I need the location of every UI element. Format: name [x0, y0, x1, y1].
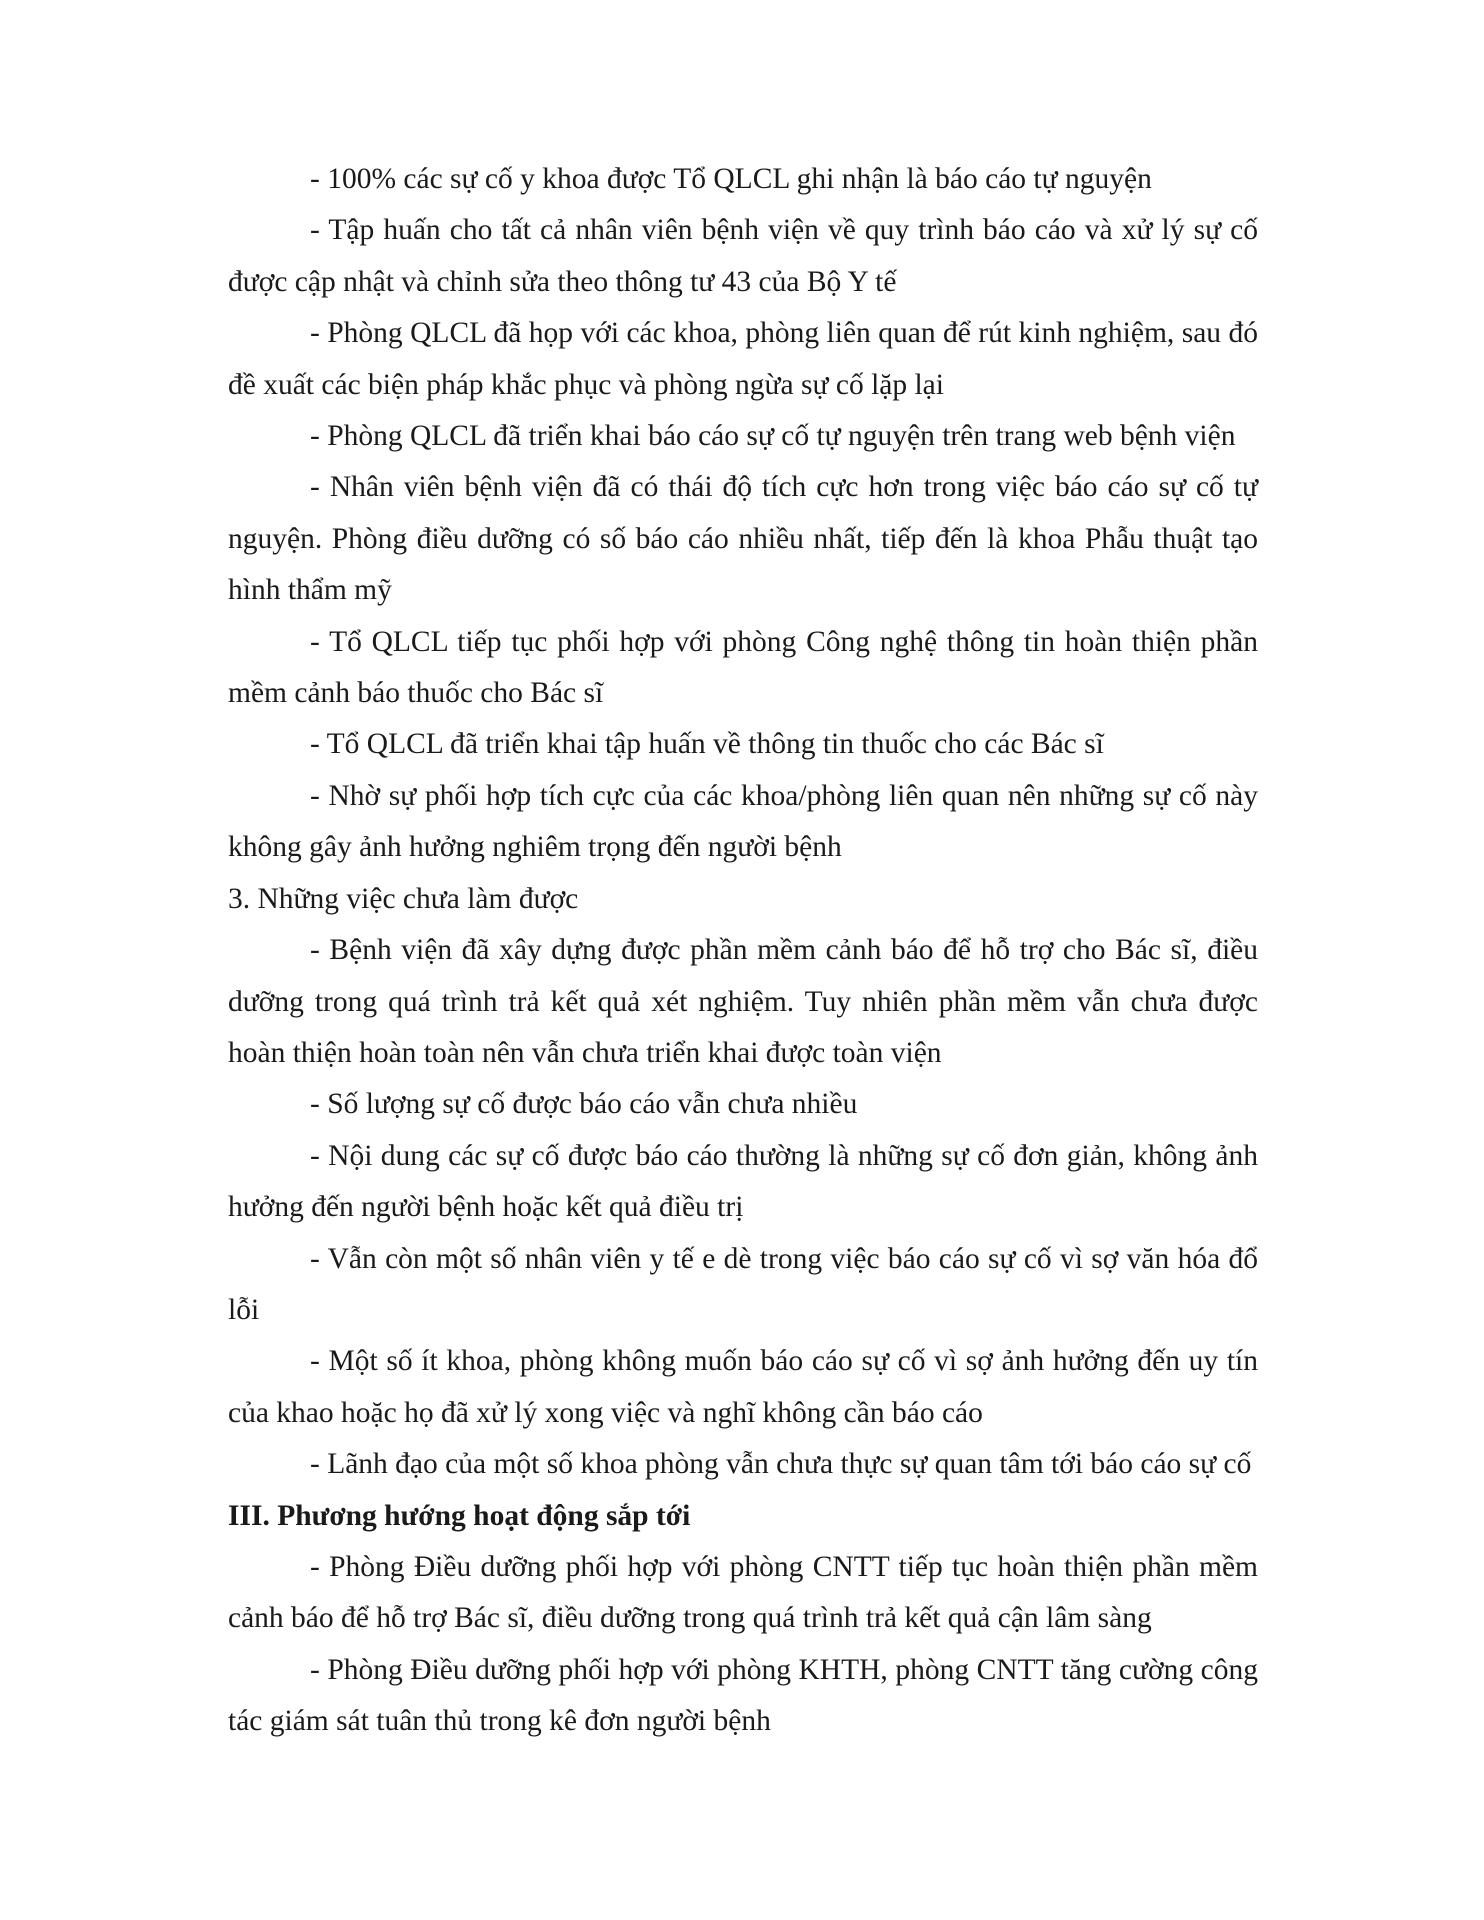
paragraph: - 100% các sự cố y khoa được Tổ QLCL ghi nhận là báo cáo tự nguyện: [310, 163, 1152, 195]
paragraph: - Vẫn còn một số nhân viên y tế e dè trong việc báo cáo sự cố vì sợ văn hóa đổ lỗi: [228, 1242, 1258, 1326]
paragraph: - Một số ít khoa, phòng không muốn báo cáo sự cố vì sợ ảnh hưởng đến uy tín của khao hoặc họ đã xử lý xong việc và nghĩ không cần báo cáo: [228, 1345, 1258, 1429]
paragraph: - Bệnh viện đã xây dựng được phần mềm cảnh báo để hỗ trợ cho Bác sĩ, điều dưỡng trong quá trình trả kết quả xét nghiệm. Tuy nhiên phần mềm vẫn chưa được hoàn thiện hoàn toàn nên vẫn chưa triển khai được toàn viện: [228, 934, 1258, 1069]
paragraph: - Tổ QLCL đã triển khai tập huấn về thông tin thuốc cho các Bác sĩ: [310, 728, 1104, 761]
paragraph: - Phòng Điều dưỡng phối hợp với phòng CNTT tiếp tục hoàn thiện phần mềm cảnh báo để hỗ trợ Bác sĩ, điều dưỡng trong quá trình trả kết quả cận lâm sàng: [228, 1550, 1258, 1635]
paragraph: - Nhân viên bệnh viện đã có thái độ tích cực hơn trong việc báo cáo sự cố tự nguyện. Phòng điều dưỡng có số báo cáo nhiều nhất, tiếp đến là khoa Phẫu thuật tạo hình thẩm mỹ: [228, 471, 1258, 607]
paragraph: - Phòng Điều dưỡng phối hợp với phòng KHTH, phòng CNTT tăng cường công tác giám sát tuân thủ trong kê đơn người bệnh: [228, 1653, 1258, 1738]
paragraph: - Nội dung các sự cố được báo cáo thường là những sự cố đơn giản, không ảnh hưởng đến người bệnh hoặc kết quả điều trị: [228, 1139, 1258, 1224]
paragraph: - Nhờ sự phối hợp tích cực của các khoa/phòng liên quan nên những sự cố này không gây ảnh hưởng nghiêm trọng đến người bệnh: [228, 779, 1258, 864]
section-III-heading: III. Phương hướng hoạt động sắp tới: [228, 1499, 691, 1532]
paragraph: - Tổ QLCL tiếp tục phối hợp với phòng Công nghệ thông tin hoàn thiện phần mềm cảnh báo thuốc cho Bác sĩ: [228, 625, 1258, 710]
paragraph: - Phòng QLCL đã họp với các khoa, phòng liên quan để rút kinh nghiệm, sau đó đề xuất các biện pháp khắc phục và phòng ngừa sự cố lặp lại: [228, 317, 1258, 401]
section-3-heading: 3. Những việc chưa làm được: [228, 882, 579, 915]
paragraph: - Lãnh đạo của một số khoa phòng vẫn chưa thực sự quan tâm tới báo cáo sự cố: [310, 1448, 1252, 1481]
document-body: [228, 154, 1258, 1748]
paragraph: - Tập huấn cho tất cả nhân viên bệnh viện về quy trình báo cáo và xử lý sự cố được cập nhật và chỉnh sửa theo thông tư 43 của Bộ Y tế: [228, 214, 1258, 298]
paragraph: - Số lượng sự cố được báo cáo vẫn chưa nhiều: [310, 1088, 858, 1121]
paragraph: - Phòng QLCL đã triển khai báo cáo sự cố tự nguyện trên trang web bệnh viện: [310, 420, 1236, 453]
